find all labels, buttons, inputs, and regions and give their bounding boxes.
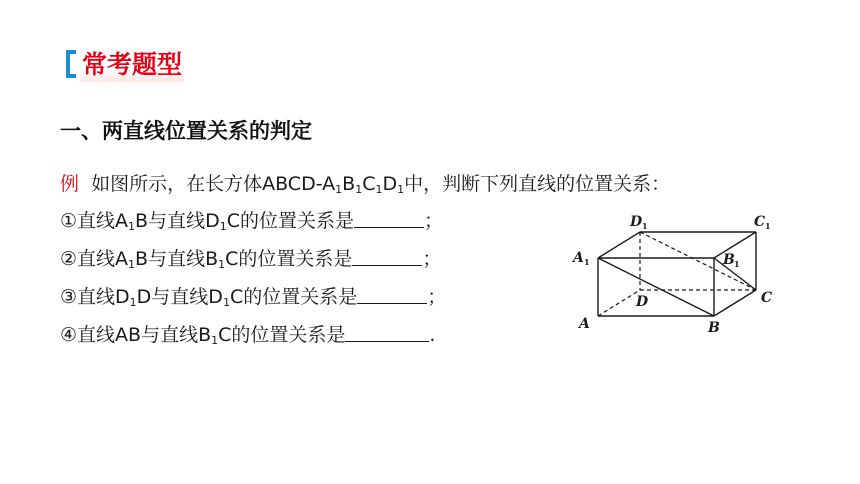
q3-part: ③直线D: [60, 286, 130, 308]
question-2: [60, 245, 441, 273]
q2-part: B与直线B: [135, 248, 219, 270]
answer-blank[interactable]: [345, 323, 429, 342]
badge-bracket: [66, 50, 76, 78]
answer-blank[interactable]: [354, 209, 424, 228]
q1-part: B与直线D: [135, 210, 220, 232]
q3-sub: 1: [129, 296, 137, 309]
section-badge: [66, 48, 206, 82]
label-b1: B: [723, 252, 735, 268]
edge-a1d1: [598, 232, 640, 258]
q2-part: C的位置关系是: [225, 248, 353, 270]
edge-bc: [714, 290, 756, 316]
q1-end: ；: [423, 210, 443, 232]
cuboid-figure: [570, 206, 790, 336]
label-d1: D: [630, 214, 643, 230]
intro-sub: 1: [355, 183, 363, 196]
intro-sub: 1: [335, 183, 343, 196]
q1-sub: 1: [219, 220, 227, 233]
q2-part: ②直线A: [60, 248, 129, 270]
q2-end: ；: [422, 248, 442, 270]
label-a1: A: [573, 250, 584, 266]
label-c1: C: [754, 214, 766, 230]
intro-c: C: [362, 173, 376, 195]
label-b: B: [708, 320, 720, 336]
q4-sub: 1: [211, 334, 219, 347]
badge-label: 常考题型: [80, 48, 184, 82]
intro-prefix: 如图所示，在长方体ABCD-A: [91, 173, 336, 195]
section-title: 一、两直线位置关系的判定: [60, 119, 312, 143]
q1-part: C的位置关系是: [226, 210, 354, 232]
q4-end: .: [429, 324, 436, 346]
label-a: A: [579, 316, 590, 332]
label-sub: 1: [765, 221, 771, 231]
q4-part: ④直线AB与直线B: [60, 324, 212, 346]
label-sub: 1: [734, 259, 740, 269]
label-c: C: [761, 290, 773, 306]
answer-blank[interactable]: [357, 285, 427, 304]
example-intro: [60, 170, 670, 198]
question-4: [60, 321, 435, 349]
q2-sub: 1: [218, 258, 226, 271]
intro-d: D: [382, 173, 398, 195]
question-3: [60, 283, 446, 311]
q3-part: C的位置关系是: [229, 286, 358, 308]
label-sub: 1: [642, 221, 648, 231]
edge-b1c1: [714, 232, 756, 258]
example-tag: 例: [60, 173, 80, 195]
q1-sub: 1: [128, 220, 136, 233]
answer-blank[interactable]: [352, 247, 422, 266]
intro-sub: 1: [375, 183, 383, 196]
label-sub: 1: [584, 257, 590, 267]
q3-end: ；: [427, 286, 447, 308]
diag-a1b: [598, 258, 714, 316]
intro-b: B: [342, 173, 356, 195]
q3-part: D与直线D: [136, 286, 223, 308]
q2-sub: 1: [128, 258, 136, 271]
intro-sub: 1: [397, 183, 405, 196]
label-d: D: [636, 294, 649, 310]
q1-part: ①直线A: [60, 210, 129, 232]
edge-ad-hidden: [598, 290, 640, 316]
q4-part: C的位置关系是: [218, 324, 346, 346]
q3-sub: 1: [222, 296, 230, 309]
question-1: [60, 207, 443, 235]
intro-suffix: 中，判断下列直线的位置关系：: [404, 173, 671, 195]
